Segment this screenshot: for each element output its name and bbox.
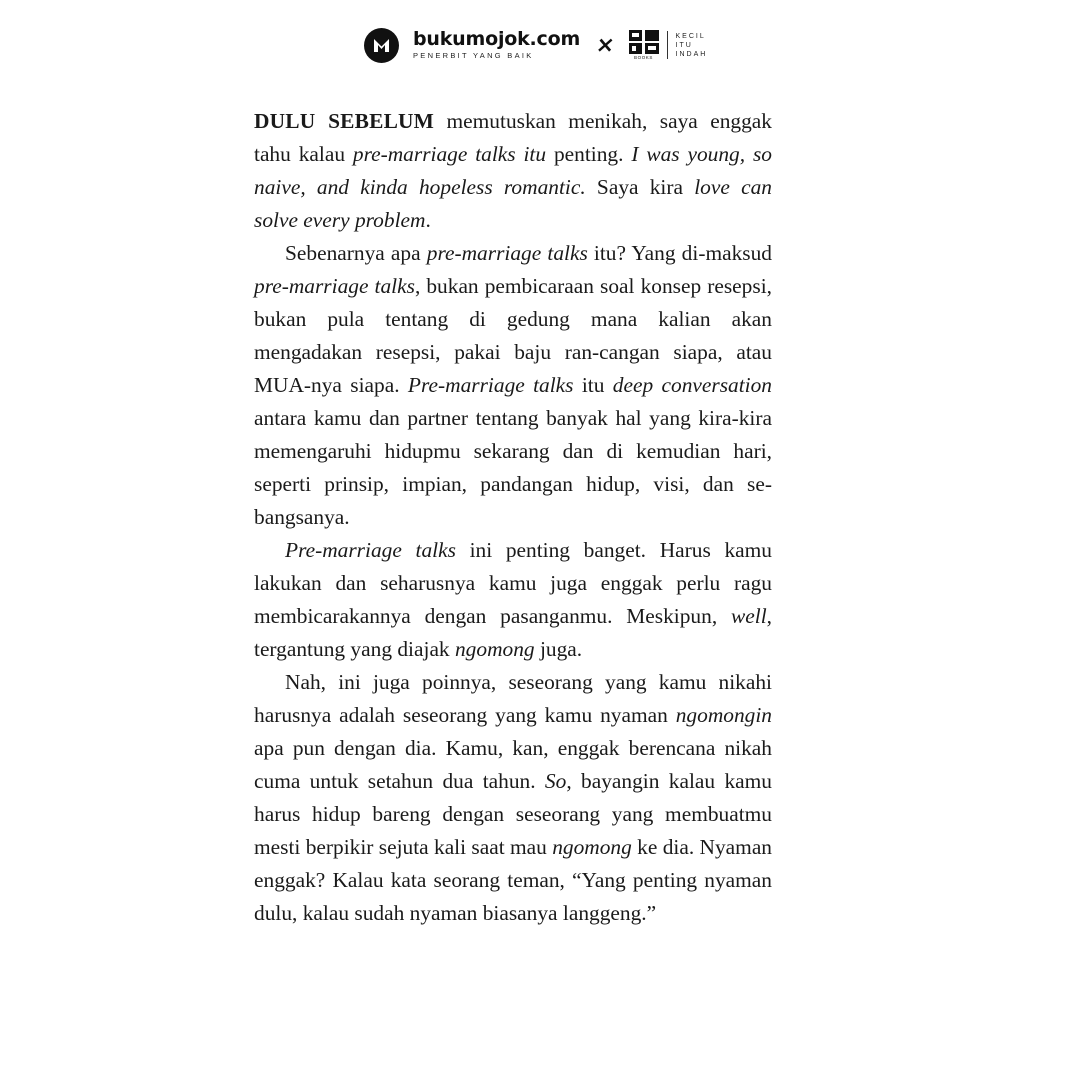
publisher-header	[364, 26, 707, 64]
italic-run: pre-marriage talks	[254, 274, 415, 298]
text-run: itu	[573, 373, 613, 397]
text-run: itu? Yang di-maksud	[587, 241, 772, 265]
text-run: juga.	[534, 637, 583, 661]
text-run: , bukan pembicaraan soal konsep resepsi, bukan pula tentang di gedung mana kalian akan mengadakan resepsi, pakai baju ran-cangan siapa, atau MUA-nya siapa.	[254, 274, 772, 397]
text-run: .	[425, 208, 431, 232]
publisher-tagline: PENERBIT YANG BAIK	[413, 51, 534, 61]
italic-run: Pre-marriage talks	[407, 373, 574, 397]
italic-run: pre-marriage talks	[426, 241, 588, 265]
text-run: ini penting banget. Harus kamu lakukan dan seharusnya kamu juga enggak perlu ragu membicarakannya dengan pasanganmu. Meskipun,	[254, 538, 772, 628]
publisher-wordmark	[413, 30, 580, 60]
italic-run: deep conversation	[612, 373, 772, 397]
partner-word: ITU	[675, 41, 693, 49]
kecil-itu-indah-logo-icon	[629, 30, 659, 60]
text-run: ke dia. Nyaman enggak? Kalau kata seorang teman, “Yang penting nyaman dulu, kalau sudah nyaman biasanya langgeng.”	[254, 835, 773, 925]
text-run: Sebenarnya apa	[285, 241, 427, 265]
italic-run: pre-marriage talks itu	[352, 142, 547, 166]
text-run: memutuskan menikah, saya enggak tahu kalau	[254, 109, 772, 166]
text-run: Nah, ini juga poinnya, seseorang yang kamu nikahi harusnya adalah seseorang yang kamu nyaman	[254, 670, 772, 727]
text-run: penting.	[546, 142, 632, 166]
mojok-logo-icon	[364, 28, 399, 63]
partner-divider	[667, 31, 668, 59]
partner-word: INDAH	[675, 50, 708, 58]
paragraph-1	[254, 105, 772, 237]
paragraph-4	[254, 666, 772, 930]
lead-in-text: DULU SEBELUM	[254, 109, 435, 133]
text-run: Saya kira	[585, 175, 695, 199]
paragraph-3	[254, 534, 772, 666]
text-run: , bayangin kalau kamu harus hidup bareng dengan seseorang yang membuatmu mesti berpikir sejuta kali saat mau	[254, 769, 772, 859]
book-page-text	[254, 105, 772, 930]
italic-run: So	[544, 769, 567, 793]
italic-run: Pre-marriage talks	[285, 538, 456, 562]
paragraph-2	[254, 237, 772, 534]
text-run: apa pun dengan dia. Kamu, kan, enggak berencana nikah cuma untuk setahun dua tahun.	[254, 736, 772, 793]
partner-books-label: BOOKS	[634, 55, 654, 60]
text-run: antara kamu dan partner tentang banyak hal yang kira-kira memengaruhi hidupmu sekarang dan di kemudian hari, seperti prinsip, impian, pandangan hidup, visi, dan se-bangsanya.	[254, 406, 772, 529]
publisher-name: bukumojok.com	[413, 28, 581, 51]
italic-run: ngomong	[552, 835, 632, 859]
italic-run: ngomong	[454, 637, 535, 661]
italic-run: I was young, so naive, and kinda hopeless romantic.	[254, 142, 772, 199]
italic-run: well	[730, 604, 767, 628]
collaboration-separator: ×	[594, 32, 617, 58]
partner-word: KECIL	[675, 32, 706, 40]
text-run: , tergantung yang diajak	[254, 604, 772, 661]
italic-run: love can solve every problem	[254, 175, 772, 232]
italic-run: ngomongin	[675, 703, 772, 727]
partner-wordmark	[676, 32, 708, 59]
